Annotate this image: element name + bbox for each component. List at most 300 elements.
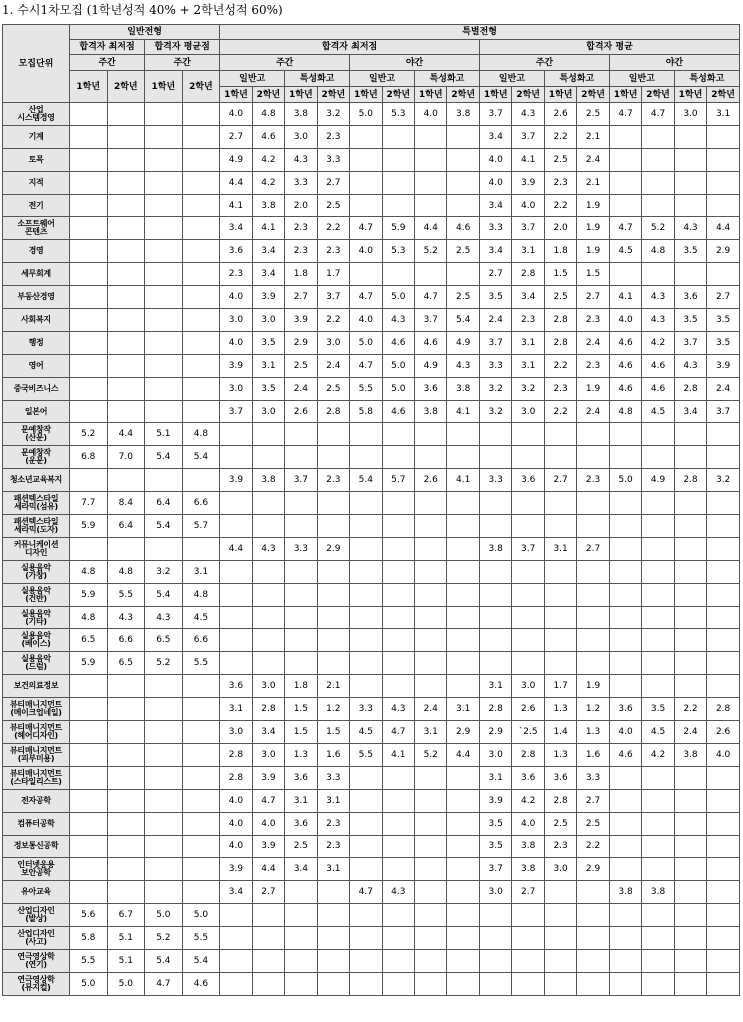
score-cell: 4.5 xyxy=(350,721,382,744)
table-row xyxy=(3,103,740,126)
score-cell xyxy=(382,858,414,881)
score-cell xyxy=(182,721,220,744)
header-g-avg-grade2: 2학년 xyxy=(182,71,220,103)
score-cell xyxy=(145,309,183,332)
score-cell xyxy=(512,423,544,446)
score-cell xyxy=(415,812,447,835)
unit-name-line: 실용음악 xyxy=(21,585,51,595)
score-cell xyxy=(350,148,382,171)
score-cell: 2.8 xyxy=(544,789,576,812)
unit-name-line: 기계 xyxy=(28,131,44,141)
score-cell: 2.3 xyxy=(577,309,609,332)
score-cell xyxy=(479,949,511,972)
unit-name-line: 디자인 xyxy=(24,547,48,557)
header-special-min-day: 주간 xyxy=(220,55,350,71)
score-cell xyxy=(415,949,447,972)
score-cell xyxy=(69,309,107,332)
score-cell xyxy=(382,583,414,606)
score-cell xyxy=(317,515,349,538)
score-cell xyxy=(707,629,740,652)
score-cell xyxy=(609,537,641,560)
score-cell xyxy=(317,972,349,995)
score-cell xyxy=(707,148,740,171)
score-cell: 4.3 xyxy=(285,148,317,171)
score-cell: 1.9 xyxy=(577,217,609,240)
score-cell: 2.5 xyxy=(285,354,317,377)
score-cell xyxy=(285,492,317,515)
score-cell xyxy=(512,652,544,675)
score-cell xyxy=(544,949,576,972)
score-cell xyxy=(317,881,349,904)
table-row xyxy=(3,492,740,515)
score-cell xyxy=(350,194,382,217)
table-row xyxy=(3,766,740,789)
score-cell: 4.8 xyxy=(182,583,220,606)
score-cell xyxy=(182,377,220,400)
header-general: 일반전형 xyxy=(69,25,219,40)
score-cell xyxy=(350,560,382,583)
score-cell xyxy=(252,446,284,469)
score-cell: 1.3 xyxy=(285,743,317,766)
score-cell xyxy=(182,331,220,354)
score-cell xyxy=(285,629,317,652)
score-cell: 4.4 xyxy=(107,423,145,446)
score-cell: 5.1 xyxy=(107,949,145,972)
score-cell xyxy=(252,949,284,972)
score-cell xyxy=(609,949,641,972)
score-cell: 5.5 xyxy=(350,743,382,766)
score-cell: 4.3 xyxy=(674,217,706,240)
score-cell: 1.2 xyxy=(577,698,609,721)
unit-name-line: 실용음악 xyxy=(21,608,51,618)
score-cell: 2.8 xyxy=(512,743,544,766)
score-cell: 4.6 xyxy=(609,377,641,400)
score-cell xyxy=(674,629,706,652)
score-cell xyxy=(447,904,479,927)
score-cell xyxy=(707,583,740,606)
score-cell xyxy=(182,103,220,126)
score-cell: 4.3 xyxy=(382,698,414,721)
score-cell xyxy=(415,606,447,629)
row-unit-name xyxy=(3,354,70,377)
score-cell: 3.4 xyxy=(252,721,284,744)
score-cell: 1.6 xyxy=(577,743,609,766)
score-cell xyxy=(447,675,479,698)
score-cell: 1.3 xyxy=(544,698,576,721)
score-cell xyxy=(577,515,609,538)
score-cell: 2.5 xyxy=(577,103,609,126)
score-cell xyxy=(350,927,382,950)
score-cell xyxy=(609,789,641,812)
score-cell xyxy=(479,446,511,469)
score-cell xyxy=(674,446,706,469)
score-cell: 3.4 xyxy=(252,263,284,286)
score-cell xyxy=(609,904,641,927)
score-cell xyxy=(674,881,706,904)
score-cell xyxy=(317,904,349,927)
score-cell xyxy=(350,125,382,148)
score-cell xyxy=(512,515,544,538)
score-cell xyxy=(220,446,252,469)
score-cell xyxy=(107,103,145,126)
score-cell: 5.4 xyxy=(182,446,220,469)
score-cell xyxy=(285,446,317,469)
score-cell xyxy=(674,148,706,171)
score-cell xyxy=(182,354,220,377)
score-cell xyxy=(285,560,317,583)
score-cell: 3.3 xyxy=(317,766,349,789)
score-cell xyxy=(107,194,145,217)
header-grade-1: 1학년 xyxy=(609,87,641,103)
row-unit-name xyxy=(3,972,70,995)
score-cell xyxy=(182,858,220,881)
score-cell: 3.7 xyxy=(512,217,544,240)
score-cell xyxy=(220,515,252,538)
score-cell xyxy=(674,423,706,446)
score-cell: 2.4 xyxy=(479,309,511,332)
score-cell: 2.7 xyxy=(577,286,609,309)
score-cell: 5.2 xyxy=(415,240,447,263)
score-cell xyxy=(642,263,674,286)
score-cell: 4.0 xyxy=(479,148,511,171)
score-cell: 2.1 xyxy=(317,675,349,698)
score-cell: 4.8 xyxy=(69,560,107,583)
score-cell xyxy=(350,171,382,194)
score-cell xyxy=(479,652,511,675)
score-cell xyxy=(642,927,674,950)
unit-name-line: 토목 xyxy=(28,154,44,164)
table-row xyxy=(3,309,740,332)
score-cell: 3.8 xyxy=(252,194,284,217)
row-unit-name xyxy=(3,652,70,675)
score-cell xyxy=(182,309,220,332)
score-cell xyxy=(350,652,382,675)
score-cell: 4.0 xyxy=(350,309,382,332)
score-cell xyxy=(707,515,740,538)
score-cell xyxy=(220,492,252,515)
header-grade-1: 1학년 xyxy=(285,87,317,103)
score-cell xyxy=(415,904,447,927)
score-cell: 2.3 xyxy=(512,309,544,332)
score-cell: 4.6 xyxy=(382,331,414,354)
score-cell: 3.0 xyxy=(220,309,252,332)
row-unit-name xyxy=(3,606,70,629)
unit-name-line: (메이크업네일) xyxy=(10,708,62,718)
unit-name-line: (연기) xyxy=(25,959,47,969)
score-cell xyxy=(642,835,674,858)
score-cell xyxy=(350,492,382,515)
score-cell: 3.4 xyxy=(479,194,511,217)
score-cell xyxy=(707,606,740,629)
score-cell: 3.8 xyxy=(642,881,674,904)
score-cell xyxy=(544,652,576,675)
table-row xyxy=(3,423,740,446)
header-special-hs: 특성화고 xyxy=(415,71,480,87)
score-cell xyxy=(69,812,107,835)
table-row xyxy=(3,125,740,148)
score-cell xyxy=(382,263,414,286)
row-unit-name xyxy=(3,629,70,652)
score-cell: 4.0 xyxy=(707,743,740,766)
score-cell xyxy=(707,927,740,950)
score-cell xyxy=(317,492,349,515)
score-cell xyxy=(69,148,107,171)
score-cell: 2.7 xyxy=(544,469,576,492)
unit-name-line: 전기 xyxy=(28,200,44,210)
score-cell: 3.9 xyxy=(220,354,252,377)
score-cell: 3.8 xyxy=(609,881,641,904)
score-cell xyxy=(182,263,220,286)
score-cell: 4.1 xyxy=(252,217,284,240)
score-cell: 2.3 xyxy=(544,835,576,858)
score-cell: 1.5 xyxy=(317,721,349,744)
score-cell: 1.9 xyxy=(577,675,609,698)
score-cell xyxy=(107,171,145,194)
score-cell: 2.5 xyxy=(447,240,479,263)
header-grade-1: 1학년 xyxy=(544,87,576,103)
score-cell: 4.7 xyxy=(609,103,641,126)
score-cell xyxy=(447,194,479,217)
score-cell xyxy=(415,583,447,606)
score-cell: 3.1 xyxy=(252,354,284,377)
row-unit-name xyxy=(3,492,70,515)
score-cell: 2.1 xyxy=(577,171,609,194)
score-cell xyxy=(415,148,447,171)
score-cell: 4.3 xyxy=(145,606,183,629)
score-cell xyxy=(107,675,145,698)
score-cell xyxy=(317,927,349,950)
score-cell: 4.1 xyxy=(447,400,479,423)
score-cell: 2.5 xyxy=(577,812,609,835)
score-cell xyxy=(447,927,479,950)
score-cell: 2.7 xyxy=(317,171,349,194)
row-unit-name xyxy=(3,721,70,744)
score-cell xyxy=(382,194,414,217)
score-cell xyxy=(642,606,674,629)
score-cell: 4.0 xyxy=(609,721,641,744)
score-cell: 2.2 xyxy=(544,125,576,148)
score-cell xyxy=(609,629,641,652)
score-cell: 5.2 xyxy=(642,217,674,240)
score-cell: 2.3 xyxy=(544,377,576,400)
score-cell xyxy=(107,698,145,721)
score-cell xyxy=(577,972,609,995)
score-cell xyxy=(479,583,511,606)
score-cell: 3.6 xyxy=(220,240,252,263)
score-cell: 2.8 xyxy=(252,698,284,721)
score-cell xyxy=(220,583,252,606)
score-cell xyxy=(609,858,641,881)
score-cell xyxy=(145,698,183,721)
score-cell xyxy=(382,629,414,652)
score-cell: 2.6 xyxy=(707,721,740,744)
score-cell xyxy=(479,972,511,995)
score-cell: 3.9 xyxy=(512,171,544,194)
row-unit-name xyxy=(3,469,70,492)
score-cell xyxy=(145,537,183,560)
score-cell xyxy=(69,377,107,400)
score-cell xyxy=(317,652,349,675)
unit-name-line: 실용음악 xyxy=(21,562,51,572)
unit-name-line: 영어 xyxy=(28,360,44,370)
score-cell: 2.3 xyxy=(317,835,349,858)
score-cell xyxy=(317,949,349,972)
score-cell xyxy=(544,492,576,515)
score-cell: 3.6 xyxy=(512,469,544,492)
score-cell: 3.4 xyxy=(285,858,317,881)
score-cell xyxy=(182,194,220,217)
score-cell: 4.6 xyxy=(447,217,479,240)
score-cell: 2.2 xyxy=(544,194,576,217)
table-row xyxy=(3,400,740,423)
score-cell xyxy=(220,606,252,629)
row-unit-name xyxy=(3,171,70,194)
score-cell: 5.0 xyxy=(182,904,220,927)
score-cell xyxy=(447,652,479,675)
score-cell: 3.7 xyxy=(479,103,511,126)
score-cell xyxy=(220,629,252,652)
score-cell: 3.7 xyxy=(512,125,544,148)
score-cell xyxy=(145,377,183,400)
score-cell: 5.4 xyxy=(145,583,183,606)
score-cell xyxy=(642,812,674,835)
score-cell xyxy=(707,194,740,217)
score-cell: 2.3 xyxy=(285,217,317,240)
score-cell xyxy=(382,492,414,515)
score-cell xyxy=(447,789,479,812)
score-cell xyxy=(447,858,479,881)
score-cell: 2.8 xyxy=(317,400,349,423)
score-cell xyxy=(182,240,220,263)
table-row xyxy=(3,743,740,766)
header-grade-2: 2학년 xyxy=(317,87,349,103)
score-cell xyxy=(512,606,544,629)
score-cell xyxy=(350,812,382,835)
score-cell xyxy=(145,194,183,217)
score-cell: 4.6 xyxy=(382,400,414,423)
score-cell: 3.7 xyxy=(674,331,706,354)
score-cell xyxy=(447,835,479,858)
score-cell xyxy=(415,881,447,904)
score-cell xyxy=(220,560,252,583)
score-cell: 2.4 xyxy=(577,331,609,354)
score-cell xyxy=(447,560,479,583)
score-cell: 3.8 xyxy=(252,469,284,492)
table-row xyxy=(3,171,740,194)
score-cell: 3.3 xyxy=(479,469,511,492)
score-cell: 3.9 xyxy=(220,469,252,492)
score-cell xyxy=(479,492,511,515)
score-cell: 1.7 xyxy=(317,263,349,286)
score-cell: 2.8 xyxy=(512,263,544,286)
score-cell xyxy=(382,949,414,972)
score-cell: 4.6 xyxy=(609,331,641,354)
score-cell xyxy=(252,583,284,606)
score-cell: 4.8 xyxy=(252,103,284,126)
score-cell xyxy=(447,812,479,835)
score-cell xyxy=(674,583,706,606)
score-cell: 4.8 xyxy=(609,400,641,423)
score-cell: 3.6 xyxy=(285,812,317,835)
score-cell: 3.2 xyxy=(479,377,511,400)
unit-name-line: (가창) xyxy=(25,570,47,580)
score-cell: 5.4 xyxy=(145,515,183,538)
score-cell: 2.2 xyxy=(317,309,349,332)
score-cell: 4.6 xyxy=(252,125,284,148)
unit-name-line: 일본어 xyxy=(24,406,48,416)
score-cell xyxy=(69,721,107,744)
table-row xyxy=(3,446,740,469)
score-cell xyxy=(107,721,145,744)
score-cell: 3.2 xyxy=(145,560,183,583)
score-cell: 4.2 xyxy=(252,171,284,194)
score-cell: 3.7 xyxy=(317,286,349,309)
score-cell: 3.6 xyxy=(512,766,544,789)
row-unit-name xyxy=(3,263,70,286)
score-cell xyxy=(642,583,674,606)
score-cell: 5.7 xyxy=(182,515,220,538)
score-cell xyxy=(107,354,145,377)
score-cell: 2.8 xyxy=(479,698,511,721)
score-cell xyxy=(577,629,609,652)
unit-name-line: 전자공학 xyxy=(21,795,51,805)
header-general-min: 합격자 최저점 xyxy=(69,40,144,55)
score-cell xyxy=(447,492,479,515)
score-cell xyxy=(350,858,382,881)
score-cell xyxy=(350,263,382,286)
score-cell: 3.0 xyxy=(220,721,252,744)
score-cell xyxy=(182,698,220,721)
score-cell: 3.3 xyxy=(350,698,382,721)
score-cell: 4.1 xyxy=(609,286,641,309)
score-cell: 5.9 xyxy=(69,515,107,538)
score-cell: 4.1 xyxy=(382,743,414,766)
score-cell: 4.0 xyxy=(512,812,544,835)
score-cell: 5.4 xyxy=(145,446,183,469)
table-row xyxy=(3,240,740,263)
score-cell xyxy=(447,606,479,629)
unit-name-line: 패션텍스타일 xyxy=(13,516,59,526)
score-cell: 3.5 xyxy=(707,309,740,332)
score-cell: 3.0 xyxy=(674,103,706,126)
score-cell xyxy=(674,835,706,858)
score-cell: 4.8 xyxy=(182,423,220,446)
score-cell xyxy=(350,949,382,972)
score-cell xyxy=(145,263,183,286)
score-cell xyxy=(382,972,414,995)
score-cell xyxy=(707,560,740,583)
score-cell xyxy=(577,423,609,446)
score-cell xyxy=(609,652,641,675)
score-cell xyxy=(317,583,349,606)
score-cell: 4.1 xyxy=(220,194,252,217)
score-cell xyxy=(447,423,479,446)
score-cell xyxy=(252,629,284,652)
unit-name-line: 산업 xyxy=(28,104,44,114)
row-unit-name xyxy=(3,217,70,240)
score-cell: 2.8 xyxy=(674,377,706,400)
score-cell: 4.7 xyxy=(350,286,382,309)
score-cell xyxy=(577,904,609,927)
score-cell xyxy=(69,125,107,148)
score-cell: 3.1 xyxy=(415,721,447,744)
score-cell xyxy=(447,171,479,194)
score-cell xyxy=(145,766,183,789)
unit-name-line: 실용음악 xyxy=(21,631,51,641)
header-grade-1: 1학년 xyxy=(674,87,706,103)
unit-name-line: (운문) xyxy=(25,456,47,466)
score-cell: 4.7 xyxy=(350,354,382,377)
